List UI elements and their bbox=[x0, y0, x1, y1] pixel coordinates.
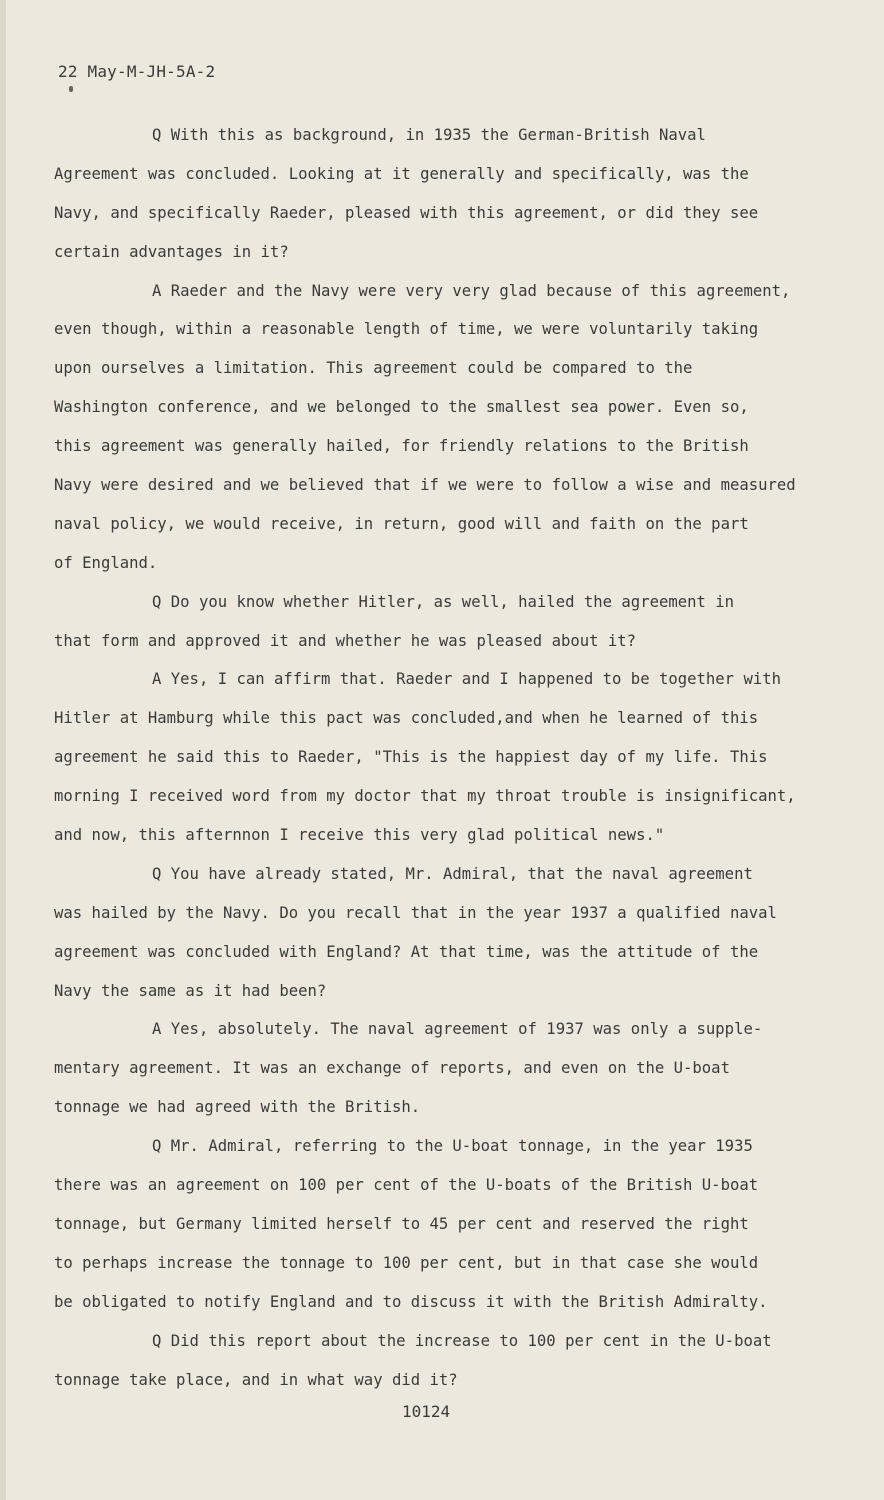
document-header: 22 May-M-JH-5A-2 bbox=[58, 62, 216, 81]
text-line: of England. bbox=[54, 553, 158, 572]
text-line: and now, this afternnon I receive this very glad political news." bbox=[54, 826, 665, 845]
text-line: A Yes, absolutely. The naval agreement of 1937 was only a supple- bbox=[152, 1020, 763, 1039]
text-line: that form and approved it and whether he was pleased about it? bbox=[54, 631, 637, 650]
text-line: agreement he said this to Raeder, "This is the happiest day of my life. This bbox=[54, 748, 768, 767]
text-line: Navy, and specifically Raeder, pleased with this agreement, or did they see bbox=[54, 203, 759, 222]
text-line: certain advantages in it? bbox=[54, 242, 289, 261]
text-line: Q Did this report about the increase to 100 per cent in the U-boat bbox=[152, 1331, 772, 1350]
text-line: Navy the same as it had been? bbox=[54, 981, 327, 1000]
text-line: to perhaps increase the tonnage to 100 per cent, but in that case she would bbox=[54, 1253, 759, 1272]
text-line: naval policy, we would receive, in return, good will and faith on the part bbox=[54, 514, 749, 533]
text-line: Hitler at Hamburg while this pact was concluded,and when he learned of this bbox=[54, 709, 759, 728]
document-body bbox=[54, 116, 830, 1399]
text-line: mentary agreement. It was an exchange of reports, and even on the U-boat bbox=[54, 1059, 730, 1078]
text-line: there was an agreement on 100 per cent of the U-boats of the British U-boat bbox=[54, 1176, 759, 1195]
text-line: Q With this as background, in 1935 the German-British Naval bbox=[152, 126, 706, 144]
text-line: Washington conference, and we belonged to the smallest sea power. Even so, bbox=[54, 398, 749, 417]
text-line: tonnage take place, and in what way did it? bbox=[54, 1370, 458, 1389]
text-line: tonnage, but Germany limited herself to 45 per cent and reserved the right bbox=[54, 1214, 749, 1233]
text-line: Q You have already stated, Mr. Admiral, that the naval agreement bbox=[152, 864, 753, 883]
text-line: even though, within a reasonable length of time, we were voluntarily taking bbox=[54, 320, 759, 339]
text-line: Q Mr. Admiral, referring to the U-boat tonnage, in the year 1935 bbox=[152, 1137, 753, 1156]
page-number: 10124 bbox=[402, 1402, 451, 1421]
text-line: upon ourselves a limitation. This agreement could be compared to the bbox=[54, 359, 693, 378]
text-line: was hailed by the Navy. Do you recall that in the year 1937 a qualified naval bbox=[54, 903, 777, 922]
text-line: Agreement was concluded. Looking at it generally and specifically, was the bbox=[54, 164, 749, 183]
text-line: tonnage we had agreed with the British. bbox=[54, 1098, 421, 1117]
text-line: Q Do you know whether Hitler, as well, hailed the agreement in bbox=[152, 592, 735, 611]
text-line: Navy were desired and we believed that if we were to follow a wise and measured bbox=[54, 476, 796, 495]
text-line: agreement was concluded with England? At that time, was the attitude of the bbox=[54, 942, 759, 961]
text-line: morning I received word from my doctor that my throat trouble is insignificant, bbox=[54, 787, 796, 806]
ink-dot bbox=[69, 86, 73, 92]
text-line: this agreement was generally hailed, for friendly relations to the British bbox=[54, 437, 749, 456]
text-line: A Raeder and the Navy were very very glad because of this agreement, bbox=[152, 281, 791, 300]
text-line: be obligated to notify England and to discuss it with the British Admiralty. bbox=[54, 1292, 768, 1311]
text-line: A Yes, I can affirm that. Raeder and I happened to be together with bbox=[152, 670, 782, 689]
